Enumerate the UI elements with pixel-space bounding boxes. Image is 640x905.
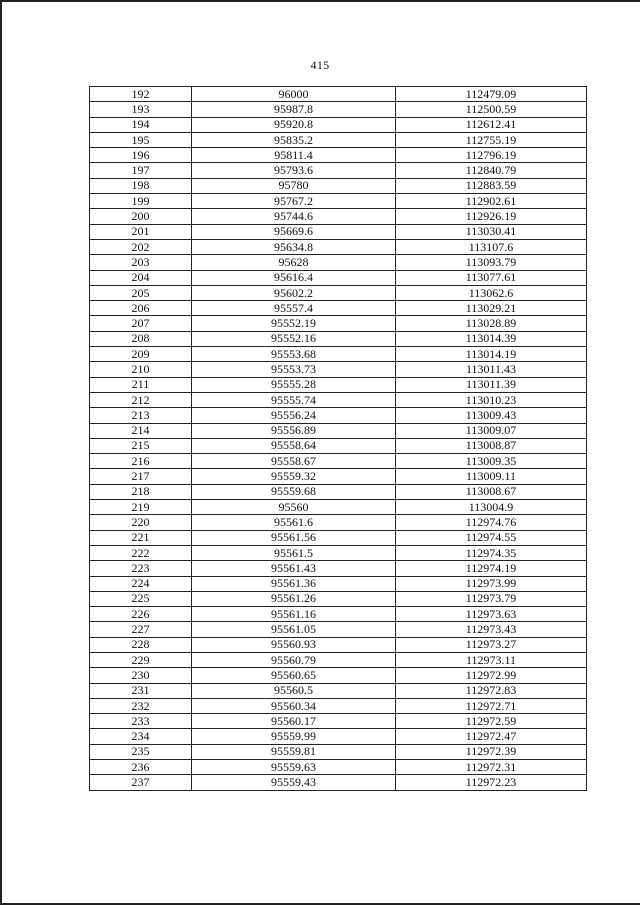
y-coordinate-cell: 113011.43 — [396, 362, 587, 377]
y-coordinate-cell: 112883.59 — [396, 178, 587, 193]
table-row — [90, 117, 587, 132]
point-number-cell: 193 — [90, 102, 192, 117]
point-number-cell: 226 — [90, 607, 192, 622]
y-coordinate-cell: 112972.83 — [396, 683, 587, 698]
point-number-cell: 210 — [90, 362, 192, 377]
y-coordinate-cell: 113008.87 — [396, 438, 587, 453]
point-number-cell: 213 — [90, 408, 192, 423]
x-coordinate-cell: 95561.26 — [192, 591, 396, 606]
table-row — [90, 729, 587, 744]
y-coordinate-cell: 112500.59 — [396, 102, 587, 117]
x-coordinate-cell: 95558.67 — [192, 454, 396, 469]
table-row — [90, 744, 587, 759]
x-coordinate-cell: 95744.6 — [192, 209, 396, 224]
table-row — [90, 500, 587, 515]
y-coordinate-cell: 112926.19 — [396, 209, 587, 224]
table-row — [90, 484, 587, 499]
x-coordinate-cell: 95560.65 — [192, 668, 396, 683]
x-coordinate-cell: 95616.4 — [192, 270, 396, 285]
point-number-cell: 230 — [90, 668, 192, 683]
y-coordinate-cell: 113030.41 — [396, 224, 587, 239]
table-row — [90, 270, 587, 285]
x-coordinate-cell: 95560.34 — [192, 698, 396, 713]
point-number-cell: 209 — [90, 347, 192, 362]
x-coordinate-cell: 95560.93 — [192, 637, 396, 652]
x-coordinate-cell: 95835.2 — [192, 132, 396, 147]
table-row — [90, 454, 587, 469]
point-number-cell: 237 — [90, 775, 192, 790]
x-coordinate-cell: 95553.73 — [192, 362, 396, 377]
y-coordinate-cell: 112974.55 — [396, 530, 587, 545]
x-coordinate-cell: 95553.68 — [192, 347, 396, 362]
table-row — [90, 255, 587, 270]
y-coordinate-cell: 113062.6 — [396, 285, 587, 300]
point-number-cell: 199 — [90, 194, 192, 209]
point-number-cell: 219 — [90, 500, 192, 515]
table-row — [90, 698, 587, 713]
point-number-cell: 208 — [90, 331, 192, 346]
y-coordinate-cell: 113004.9 — [396, 500, 587, 515]
x-coordinate-cell: 95561.43 — [192, 561, 396, 576]
x-coordinate-cell: 95920.8 — [192, 117, 396, 132]
y-coordinate-cell: 113107.6 — [396, 239, 587, 254]
table-row — [90, 148, 587, 163]
x-coordinate-cell: 95560.5 — [192, 683, 396, 698]
point-number-cell: 235 — [90, 744, 192, 759]
table-row — [90, 285, 587, 300]
x-coordinate-cell: 95559.81 — [192, 744, 396, 759]
x-coordinate-cell: 95602.2 — [192, 285, 396, 300]
x-coordinate-cell: 95793.6 — [192, 163, 396, 178]
table-row — [90, 102, 587, 117]
point-number-cell: 206 — [90, 301, 192, 316]
y-coordinate-cell: 112972.47 — [396, 729, 587, 744]
table-row — [90, 683, 587, 698]
point-number-cell: 223 — [90, 561, 192, 576]
table-row — [90, 87, 587, 102]
point-number-cell: 228 — [90, 637, 192, 652]
point-number-cell: 218 — [90, 484, 192, 499]
y-coordinate-cell: 112972.71 — [396, 698, 587, 713]
y-coordinate-cell: 113093.79 — [396, 255, 587, 270]
table-row — [90, 178, 587, 193]
x-coordinate-cell: 95561.6 — [192, 515, 396, 530]
y-coordinate-cell: 112972.59 — [396, 714, 587, 729]
point-number-cell: 227 — [90, 622, 192, 637]
x-coordinate-cell: 95780 — [192, 178, 396, 193]
x-coordinate-cell: 95560.17 — [192, 714, 396, 729]
x-coordinate-cell: 95669.6 — [192, 224, 396, 239]
table-row — [90, 652, 587, 667]
point-number-cell: 222 — [90, 545, 192, 560]
coordinates-table — [89, 86, 587, 791]
table-row — [90, 301, 587, 316]
x-coordinate-cell: 95767.2 — [192, 194, 396, 209]
y-coordinate-cell: 112972.23 — [396, 775, 587, 790]
table-row — [90, 347, 587, 362]
point-number-cell: 224 — [90, 576, 192, 591]
point-number-cell: 203 — [90, 255, 192, 270]
table-row — [90, 316, 587, 331]
y-coordinate-cell: 112972.39 — [396, 744, 587, 759]
table-row — [90, 194, 587, 209]
x-coordinate-cell: 95560 — [192, 500, 396, 515]
y-coordinate-cell: 113011.39 — [396, 377, 587, 392]
y-coordinate-cell: 113014.19 — [396, 347, 587, 362]
table-row — [90, 239, 587, 254]
table-row — [90, 132, 587, 147]
table-row — [90, 591, 587, 606]
point-number-cell: 233 — [90, 714, 192, 729]
x-coordinate-cell: 95987.8 — [192, 102, 396, 117]
table-row — [90, 530, 587, 545]
point-number-cell: 204 — [90, 270, 192, 285]
table-row — [90, 515, 587, 530]
x-coordinate-cell: 95561.05 — [192, 622, 396, 637]
table-row — [90, 576, 587, 591]
point-number-cell: 195 — [90, 132, 192, 147]
x-coordinate-cell: 95557.4 — [192, 301, 396, 316]
x-coordinate-cell: 95556.89 — [192, 423, 396, 438]
table-row — [90, 469, 587, 484]
point-number-cell: 234 — [90, 729, 192, 744]
point-number-cell: 214 — [90, 423, 192, 438]
y-coordinate-cell: 112612.41 — [396, 117, 587, 132]
table-row — [90, 392, 587, 407]
x-coordinate-cell: 95556.24 — [192, 408, 396, 423]
point-number-cell: 221 — [90, 530, 192, 545]
x-coordinate-cell: 95559.99 — [192, 729, 396, 744]
point-number-cell: 212 — [90, 392, 192, 407]
y-coordinate-cell: 112972.99 — [396, 668, 587, 683]
x-coordinate-cell: 95559.43 — [192, 775, 396, 790]
x-coordinate-cell: 95561.16 — [192, 607, 396, 622]
table-row — [90, 423, 587, 438]
x-coordinate-cell: 95561.36 — [192, 576, 396, 591]
table-row — [90, 224, 587, 239]
page-number: 415 — [310, 58, 330, 72]
point-number-cell: 231 — [90, 683, 192, 698]
y-coordinate-cell: 112479.09 — [396, 87, 587, 102]
point-number-cell: 197 — [90, 163, 192, 178]
point-number-cell: 205 — [90, 285, 192, 300]
y-coordinate-cell: 113077.61 — [396, 270, 587, 285]
table-row — [90, 209, 587, 224]
x-coordinate-cell: 96000 — [192, 87, 396, 102]
point-number-cell: 201 — [90, 224, 192, 239]
y-coordinate-cell: 112973.43 — [396, 622, 587, 637]
y-coordinate-cell: 112972.31 — [396, 760, 587, 775]
y-coordinate-cell: 112973.11 — [396, 652, 587, 667]
x-coordinate-cell: 95811.4 — [192, 148, 396, 163]
x-coordinate-cell: 95559.32 — [192, 469, 396, 484]
y-coordinate-cell: 112974.76 — [396, 515, 587, 530]
point-number-cell: 236 — [90, 760, 192, 775]
y-coordinate-cell: 112796.19 — [396, 148, 587, 163]
y-coordinate-cell: 112840.79 — [396, 163, 587, 178]
point-number-cell: 229 — [90, 652, 192, 667]
x-coordinate-cell: 95561.5 — [192, 545, 396, 560]
point-number-cell: 192 — [90, 87, 192, 102]
table-row — [90, 561, 587, 576]
table-row — [90, 163, 587, 178]
point-number-cell: 220 — [90, 515, 192, 530]
x-coordinate-cell: 95558.64 — [192, 438, 396, 453]
y-coordinate-cell: 112974.35 — [396, 545, 587, 560]
point-number-cell: 232 — [90, 698, 192, 713]
x-coordinate-cell: 95552.19 — [192, 316, 396, 331]
table-row — [90, 622, 587, 637]
table-row — [90, 714, 587, 729]
table-row — [90, 775, 587, 790]
y-coordinate-cell: 113028.89 — [396, 316, 587, 331]
point-number-cell: 194 — [90, 117, 192, 132]
point-number-cell: 217 — [90, 469, 192, 484]
table-row — [90, 668, 587, 683]
point-number-cell: 207 — [90, 316, 192, 331]
table-row — [90, 760, 587, 775]
point-number-cell: 215 — [90, 438, 192, 453]
point-number-cell: 216 — [90, 454, 192, 469]
x-coordinate-cell: 95560.79 — [192, 652, 396, 667]
y-coordinate-cell: 112973.27 — [396, 637, 587, 652]
table-body — [90, 87, 587, 791]
x-coordinate-cell: 95634.8 — [192, 239, 396, 254]
table-row — [90, 377, 587, 392]
y-coordinate-cell: 113009.07 — [396, 423, 587, 438]
y-coordinate-cell: 113009.11 — [396, 469, 587, 484]
x-coordinate-cell: 95628 — [192, 255, 396, 270]
table-row — [90, 408, 587, 423]
point-number-cell: 202 — [90, 239, 192, 254]
point-number-cell: 196 — [90, 148, 192, 163]
x-coordinate-cell: 95561.56 — [192, 530, 396, 545]
y-coordinate-cell: 112902.61 — [396, 194, 587, 209]
table-row — [90, 331, 587, 346]
y-coordinate-cell: 112974.19 — [396, 561, 587, 576]
y-coordinate-cell: 112973.79 — [396, 591, 587, 606]
y-coordinate-cell: 113014.39 — [396, 331, 587, 346]
x-coordinate-cell: 95559.63 — [192, 760, 396, 775]
point-number-cell: 225 — [90, 591, 192, 606]
table-row — [90, 362, 587, 377]
y-coordinate-cell: 113009.43 — [396, 408, 587, 423]
y-coordinate-cell: 113009.35 — [396, 454, 587, 469]
y-coordinate-cell: 112973.99 — [396, 576, 587, 591]
y-coordinate-cell: 112755.19 — [396, 132, 587, 147]
table-row — [90, 438, 587, 453]
point-number-cell: 198 — [90, 178, 192, 193]
point-number-cell: 211 — [90, 377, 192, 392]
y-coordinate-cell: 112973.63 — [396, 607, 587, 622]
x-coordinate-cell: 95555.74 — [192, 392, 396, 407]
x-coordinate-cell: 95555.28 — [192, 377, 396, 392]
x-coordinate-cell: 95552.16 — [192, 331, 396, 346]
table-row — [90, 607, 587, 622]
table-row — [90, 637, 587, 652]
point-number-cell: 200 — [90, 209, 192, 224]
y-coordinate-cell: 113029.21 — [396, 301, 587, 316]
y-coordinate-cell: 113010.23 — [396, 392, 587, 407]
table-row — [90, 545, 587, 560]
y-coordinate-cell: 113008.67 — [396, 484, 587, 499]
x-coordinate-cell: 95559.68 — [192, 484, 396, 499]
